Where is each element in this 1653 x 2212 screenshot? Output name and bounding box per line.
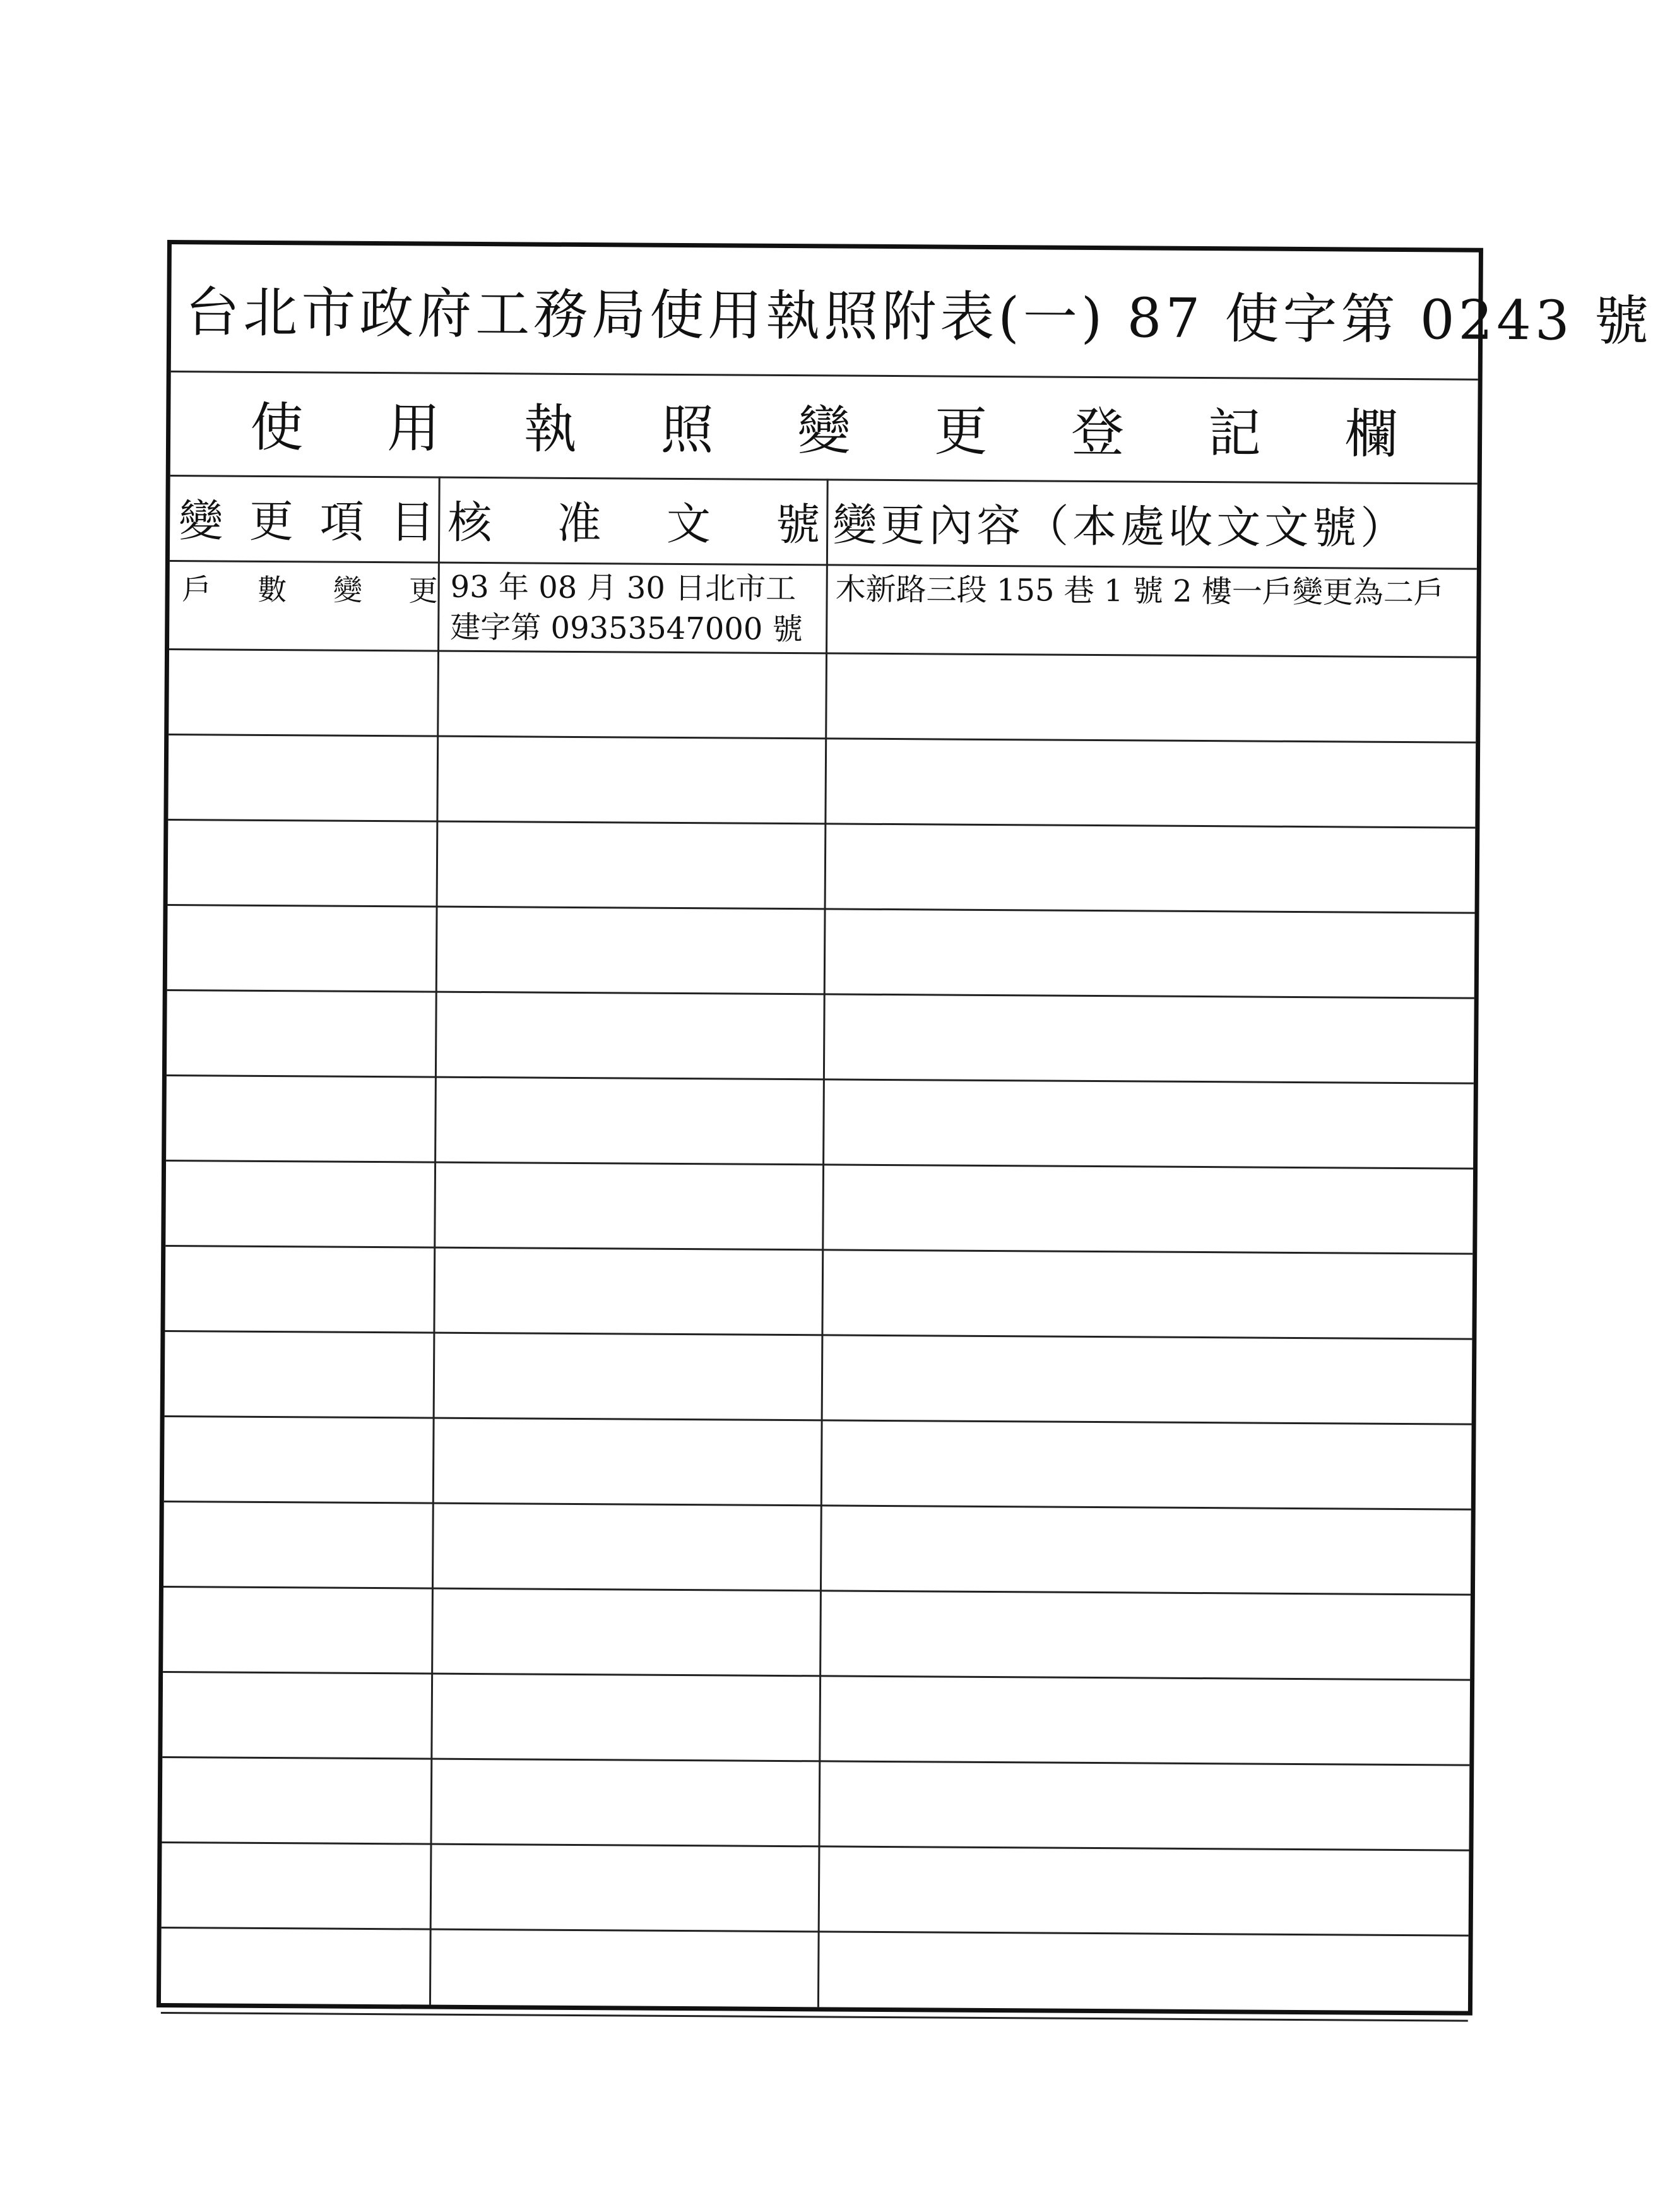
section-char: 登 (1070, 401, 1125, 464)
document-title: 台北市政府工務局使用執照附表(一) 87 使字第 0243 號 (171, 244, 1479, 381)
column-divider (429, 477, 441, 2005)
item-char: 變 (333, 573, 363, 607)
row-divider (166, 1160, 1473, 1170)
section-char: 欄 (1344, 403, 1398, 465)
row-divider (164, 1501, 1471, 1511)
section-char: 執 (523, 398, 578, 460)
header-approval-number (447, 477, 821, 564)
header-change-content: 變更內容（本處收文文號） (832, 499, 1409, 555)
header-char: 項 (319, 496, 364, 548)
column-divider (817, 479, 829, 2007)
row-divider (162, 1756, 1469, 1766)
row-divider (165, 1415, 1472, 1425)
row-change-item (182, 566, 437, 609)
table-row (169, 560, 1477, 658)
section-char: 記 (1207, 402, 1262, 465)
row-divider (162, 1927, 1469, 1937)
change-record-table (161, 475, 1478, 2011)
header-char: 目 (389, 496, 435, 549)
header-char: 核 (447, 496, 492, 549)
row-divider (167, 989, 1474, 999)
row-approval-number: 93 年 08 月 30 日北市工建字第 09353547000 號 (450, 569, 803, 648)
row-divider (165, 1245, 1472, 1255)
section-char: 用 (387, 397, 441, 460)
header-char: 更 (249, 495, 294, 548)
item-char: 數 (258, 572, 287, 607)
row-divider (162, 1841, 1469, 1852)
section-char: 變 (797, 400, 851, 462)
table-header (170, 475, 1478, 570)
row-divider (161, 2012, 1468, 2022)
item-char: 更 (408, 573, 438, 608)
item-char: 戶 (182, 572, 211, 607)
row-divider (163, 1671, 1470, 1681)
row-divider (169, 734, 1476, 744)
header-char: 變 (179, 495, 223, 547)
header-char: 號 (775, 498, 821, 551)
license-sheet (157, 240, 1653, 2016)
row-change-content: 木新路三段 155 巷 1 號 2 樓一戶變更為二戶 (835, 571, 1445, 611)
row-divider (165, 1330, 1472, 1340)
row-divider (168, 904, 1475, 914)
section-char: 使 (250, 396, 304, 459)
section-title (170, 371, 1478, 485)
row-divider (167, 1074, 1474, 1085)
section-char: 更 (934, 400, 988, 463)
header-char: 文 (666, 497, 711, 550)
row-divider (163, 1586, 1471, 1596)
row-divider (168, 819, 1475, 829)
header-char: 准 (557, 497, 601, 550)
section-char: 照 (660, 398, 714, 461)
header-change-item (179, 475, 435, 561)
